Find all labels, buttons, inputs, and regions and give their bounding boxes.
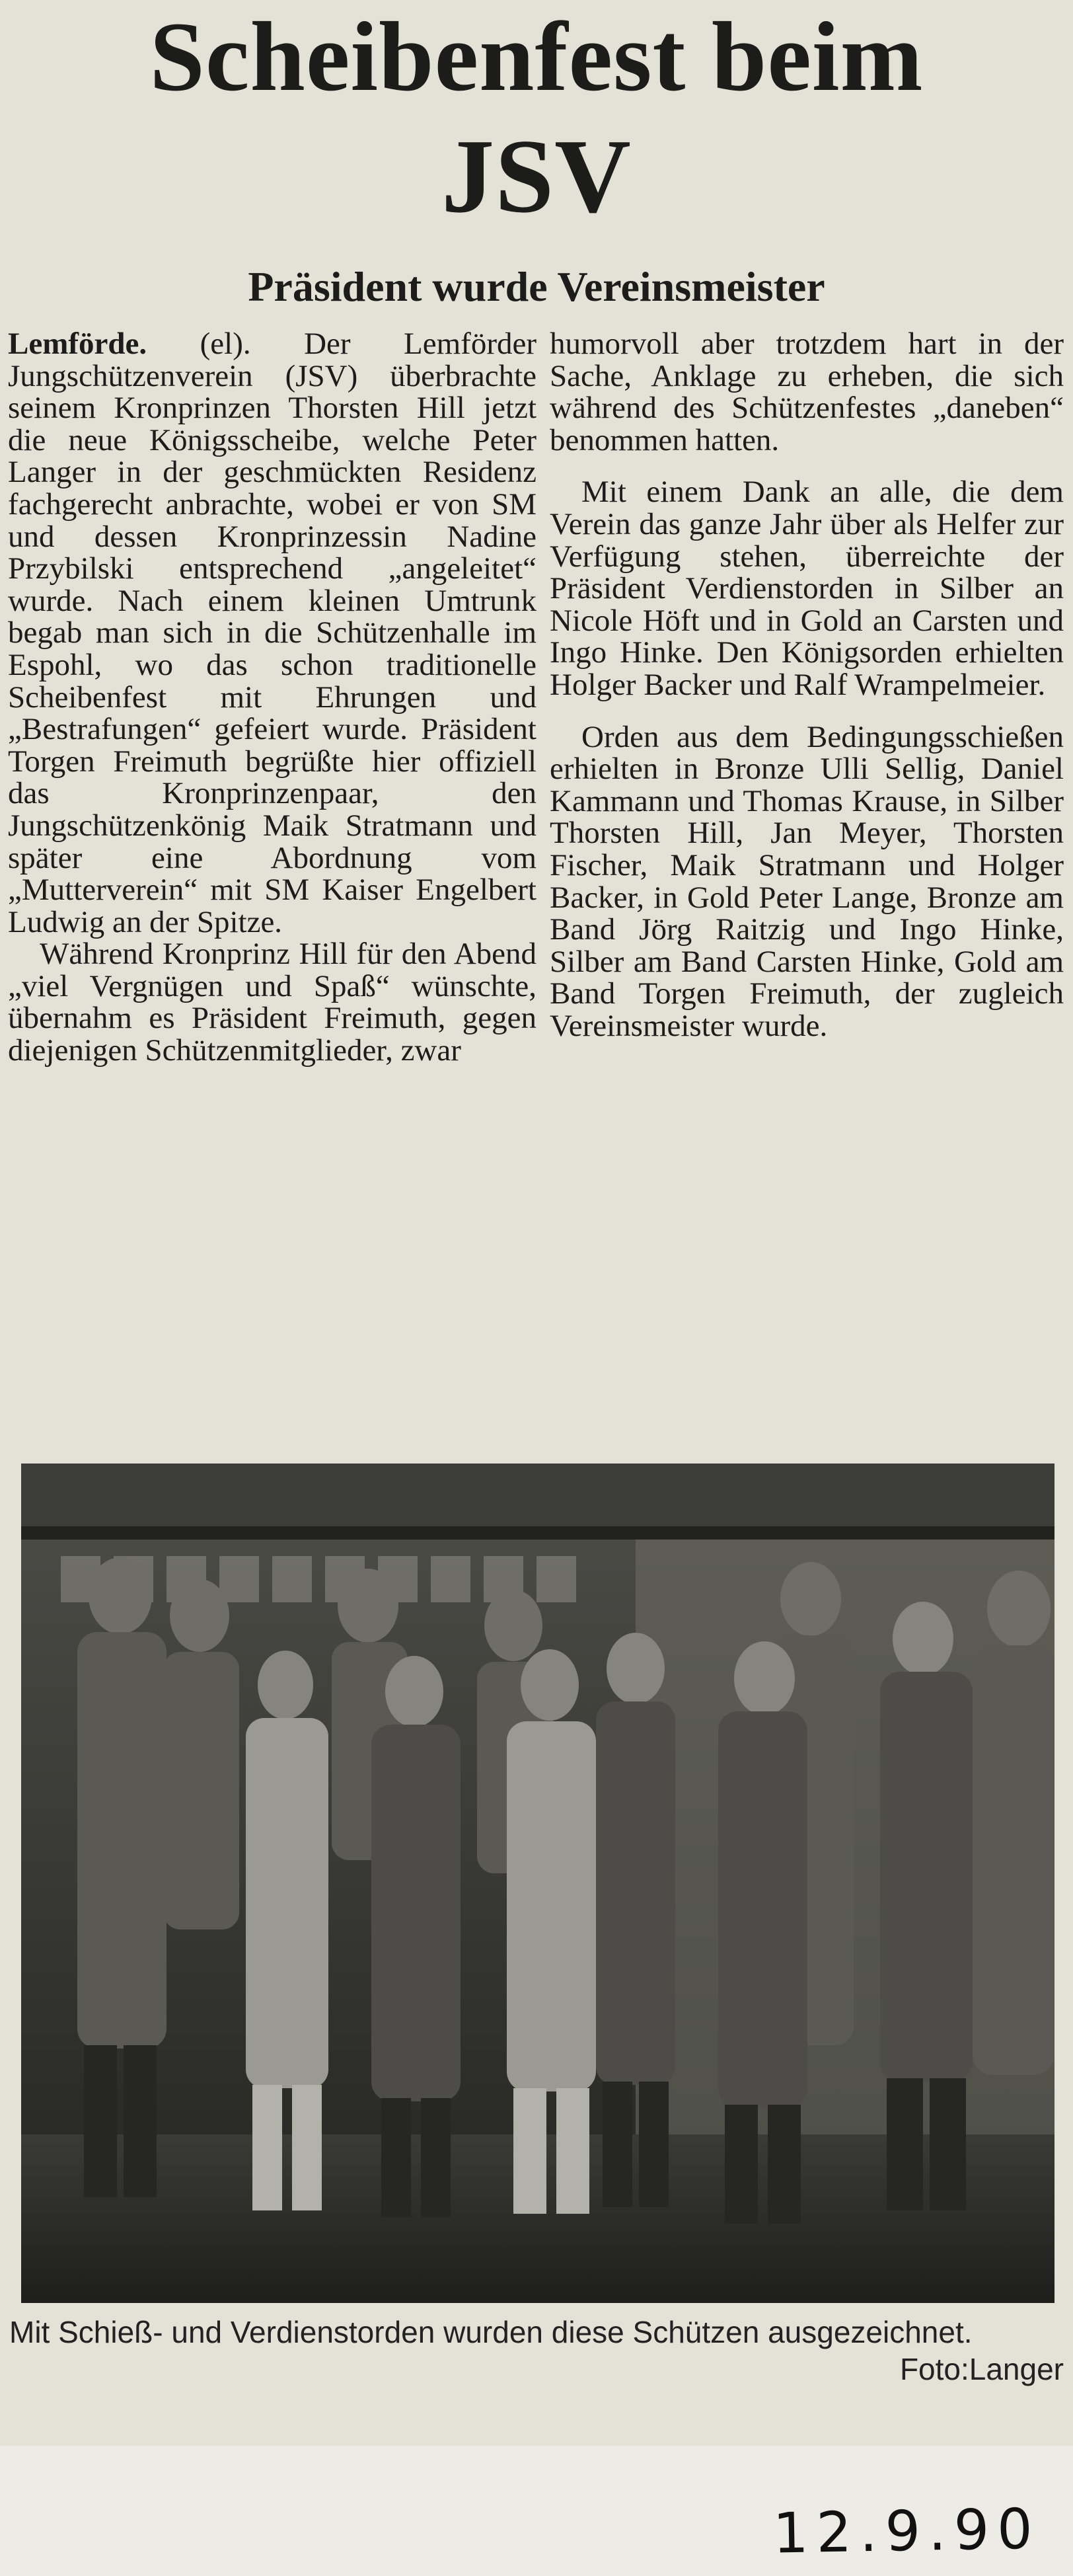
handwritten-date: 12.9.90 <box>772 2496 1041 2566</box>
paragraph-text: (el). Der Lemförder Jungschützenverein (JSV) überbrachte seinem Kronprinzen Thorsten Hill jetzt die neue Königsscheibe, welche Peter Langer in der geschmückten Residenz fachgerecht anbrachte, wobei er von SM und dessen Kronprinzessin Nadine Przybilski entsprechend „angeleitet“ wurde. Nach einem kleinen Umtrunk begab man sich in die Schützenhalle im Espohl, wo das schon traditionelle Scheibenfest mit Ehrungen und „Bestrafungen“ gefeiert wurde. Präsident Torgen Freimuth begrüßte hier offiziell das Kronprinzenpaar, den Jungschützenkönig Maik Stratmann und später eine Abordnung vom „Mutterverein“ mit SM Kaiser Engelbert Ludwig an der Spitze. <box>8 327 536 939</box>
article-paragraph: Während Kronprinz Hill für den Abend „viel Vergnügen und Spaß“ wünschte, übernahm es Präsident Freimuth, gegen diejenigen Schützenmitglieder, zwar <box>8 937 536 1068</box>
article-paragraph <box>8 328 536 938</box>
headline-line-2: JSV <box>441 117 632 235</box>
caption-text: Mit Schieß- und Verdienstorden wurden diese Schützen ausgezeichnet. <box>9 2315 973 2349</box>
photo-caption <box>9 2314 1069 2386</box>
article-column-right <box>550 328 1064 1042</box>
photo-credit: Foto:Langer <box>899 2352 1064 2386</box>
article-paragraph: humorvoll aber trotzdem hart in der Sache, Anklage zu erheben, die sich während des Schützenfestes „daneben“ benommen hatten. <box>550 327 1064 457</box>
subheadline: Präsident wurde Vereinsmeister <box>248 263 825 310</box>
group-photo <box>21 1464 1054 2303</box>
article-column-left <box>8 328 536 1067</box>
article-paragraph: Orden aus dem Bedingungsschießen erhielten in Bronze Ulli Sellig, Daniel Kammann und Thomas Krause, in Silber Thorsten Hill, Jan Meyer, Thorsten Fischer, Maik Stratmann und Holger Backer, in Gold Peter Lange, Bronze am Band Jörg Raitzig und Ingo Hinke, Silber am Band Carsten Hinke, Gold am Band Torgen Freimuth, der zugleich Vereinsmeister wurde. <box>550 719 1064 1043</box>
article-paragraph: Mit einem Dank an alle, die dem Verein das ganze Jahr über als Helfer zur Verfügung stehen, überreichte der Präsident Verdienstorden in Silber an Nicole Höft und in Gold an Carsten und Ingo Hinke. Den Königsorden erhielten Holger Backer und Ralf Wrampelmeier. <box>550 475 1064 702</box>
headline-line-1: Scheibenfest beim <box>149 2 924 112</box>
dateline: Lemförde. <box>8 327 147 361</box>
group-photo-illustration <box>21 1464 1054 2303</box>
